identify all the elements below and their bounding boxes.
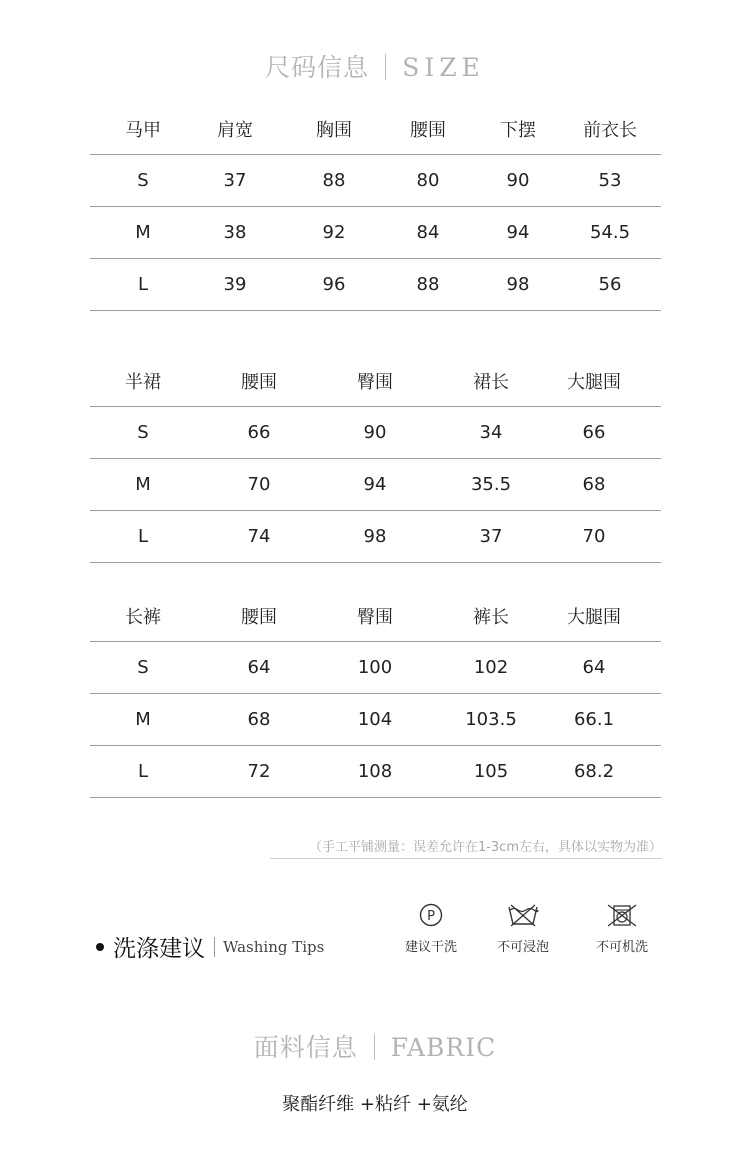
header-cell: 马甲 bbox=[125, 120, 161, 141]
table-row bbox=[90, 642, 661, 694]
header-cell: 胸围 bbox=[316, 120, 352, 141]
wash-item-label: 不可浸泡 bbox=[496, 940, 549, 955]
trousers-size-table bbox=[90, 601, 661, 798]
table-cell: L bbox=[137, 274, 149, 295]
table-cell: 70 bbox=[247, 474, 271, 495]
table-cell: 94 bbox=[506, 222, 530, 243]
no-machine-wash-icon bbox=[605, 902, 639, 928]
table-cell: 68 bbox=[247, 709, 271, 730]
washing-tips-title bbox=[96, 930, 324, 963]
table-cell: 54.5 bbox=[589, 222, 631, 243]
header-cell: 腰围 bbox=[241, 607, 277, 628]
table-cell: 96 bbox=[322, 274, 346, 295]
fabric-section-title bbox=[0, 1028, 750, 1064]
table-cell: 53 bbox=[598, 170, 622, 191]
size-title-en: SIZE bbox=[402, 53, 485, 82]
table-cell: 80 bbox=[416, 170, 440, 191]
table-cell: 34 bbox=[479, 422, 503, 443]
title-divider bbox=[214, 937, 215, 957]
bullet-dot-icon bbox=[96, 943, 104, 951]
table-cell: 84 bbox=[416, 222, 440, 243]
washing-title-cn: 洗涤建议 bbox=[113, 936, 205, 962]
header-cell: 肩宽 bbox=[217, 120, 253, 141]
table-cell: 90 bbox=[506, 170, 530, 191]
table-cell: 74 bbox=[247, 526, 271, 547]
table-cell: 38 bbox=[223, 222, 247, 243]
fabric-composition: 聚酯纤维 +粘纤 +氨纶 bbox=[282, 1094, 468, 1115]
table-cell: 39 bbox=[223, 274, 247, 295]
table-cell: 68 bbox=[582, 474, 606, 495]
table-cell: 66 bbox=[247, 422, 271, 443]
table-cell: 103.5 bbox=[465, 709, 517, 730]
table-cell: 94 bbox=[363, 474, 387, 495]
table-cell: 66.1 bbox=[573, 709, 615, 730]
table-cell: 66 bbox=[582, 422, 606, 443]
table-cell: M bbox=[135, 474, 151, 495]
table-cell: 68.2 bbox=[573, 761, 615, 782]
table-cell: 92 bbox=[322, 222, 346, 243]
header-cell: 半裙 bbox=[125, 372, 161, 393]
header-cell: 臀围 bbox=[357, 607, 393, 628]
header-cell: 大腿围 bbox=[567, 372, 621, 393]
table-cell: 88 bbox=[416, 274, 440, 295]
table-cell: S bbox=[137, 170, 149, 191]
header-cell: 大腿围 bbox=[567, 607, 621, 628]
table-cell: 108 bbox=[357, 761, 393, 782]
fabric-title-cn: 面料信息 bbox=[253, 1033, 358, 1062]
header-cell: 裤长 bbox=[473, 607, 509, 628]
wash-item-label: 建议干洗 bbox=[404, 940, 457, 955]
table-cell: L bbox=[137, 526, 149, 547]
header-cell: 裙长 bbox=[473, 372, 509, 393]
table-cell: 37 bbox=[223, 170, 247, 191]
header-cell: 腰围 bbox=[241, 372, 277, 393]
size-section-title bbox=[0, 48, 750, 84]
washing-title-en: Washing Tips bbox=[223, 937, 325, 956]
no-soak-icon bbox=[506, 902, 540, 928]
header-cell: 臀围 bbox=[357, 372, 393, 393]
table-row bbox=[90, 207, 661, 259]
dry-clean-icon bbox=[418, 902, 444, 928]
table-header-row bbox=[90, 601, 661, 642]
table-cell: 98 bbox=[506, 274, 530, 295]
svg-text:P: P bbox=[427, 909, 435, 924]
table-header-row bbox=[90, 114, 661, 155]
wash-item-label: 不可机洗 bbox=[595, 940, 648, 955]
table-header-row bbox=[90, 366, 661, 407]
header-cell: 腰围 bbox=[410, 120, 446, 141]
table-cell: M bbox=[135, 222, 151, 243]
table-row bbox=[90, 407, 661, 459]
table-cell: 100 bbox=[357, 657, 393, 678]
vest-size-table bbox=[90, 114, 661, 311]
table-cell: M bbox=[135, 709, 151, 730]
header-cell: 长裤 bbox=[125, 607, 161, 628]
table-cell: 37 bbox=[479, 526, 503, 547]
table-cell: 35.5 bbox=[470, 474, 512, 495]
table-cell: 64 bbox=[247, 657, 271, 678]
table-cell: 72 bbox=[247, 761, 271, 782]
table-row bbox=[90, 511, 661, 563]
table-cell: 102 bbox=[473, 657, 509, 678]
table-cell: 98 bbox=[363, 526, 387, 547]
table-cell: L bbox=[137, 761, 149, 782]
table-row bbox=[90, 259, 661, 311]
table-cell: 70 bbox=[582, 526, 606, 547]
measurement-note: （手工平铺测量：误差允许在1-3cm左右，具体以实物为准） bbox=[270, 836, 662, 859]
table-cell: S bbox=[137, 657, 149, 678]
table-cell: 105 bbox=[473, 761, 509, 782]
table-cell: 104 bbox=[357, 709, 393, 730]
table-row bbox=[90, 459, 661, 511]
table-cell: 90 bbox=[363, 422, 387, 443]
fabric-title-en: FABRIC bbox=[390, 1033, 497, 1062]
wash-item-no-machine-wash bbox=[577, 902, 667, 955]
table-row bbox=[90, 746, 661, 798]
wash-item-dry-clean bbox=[386, 902, 476, 955]
title-divider bbox=[374, 1034, 375, 1060]
table-cell: S bbox=[137, 422, 149, 443]
header-cell: 前衣长 bbox=[583, 120, 637, 141]
table-cell: 56 bbox=[598, 274, 622, 295]
title-divider bbox=[385, 54, 386, 80]
table-cell: 88 bbox=[322, 170, 346, 191]
table-cell: 64 bbox=[582, 657, 606, 678]
header-cell: 下摆 bbox=[500, 120, 536, 141]
table-row bbox=[90, 694, 661, 746]
table-row bbox=[90, 155, 661, 207]
skirt-size-table bbox=[90, 366, 661, 563]
size-title-cn: 尺码信息 bbox=[265, 53, 370, 82]
wash-item-no-soak bbox=[478, 902, 568, 955]
